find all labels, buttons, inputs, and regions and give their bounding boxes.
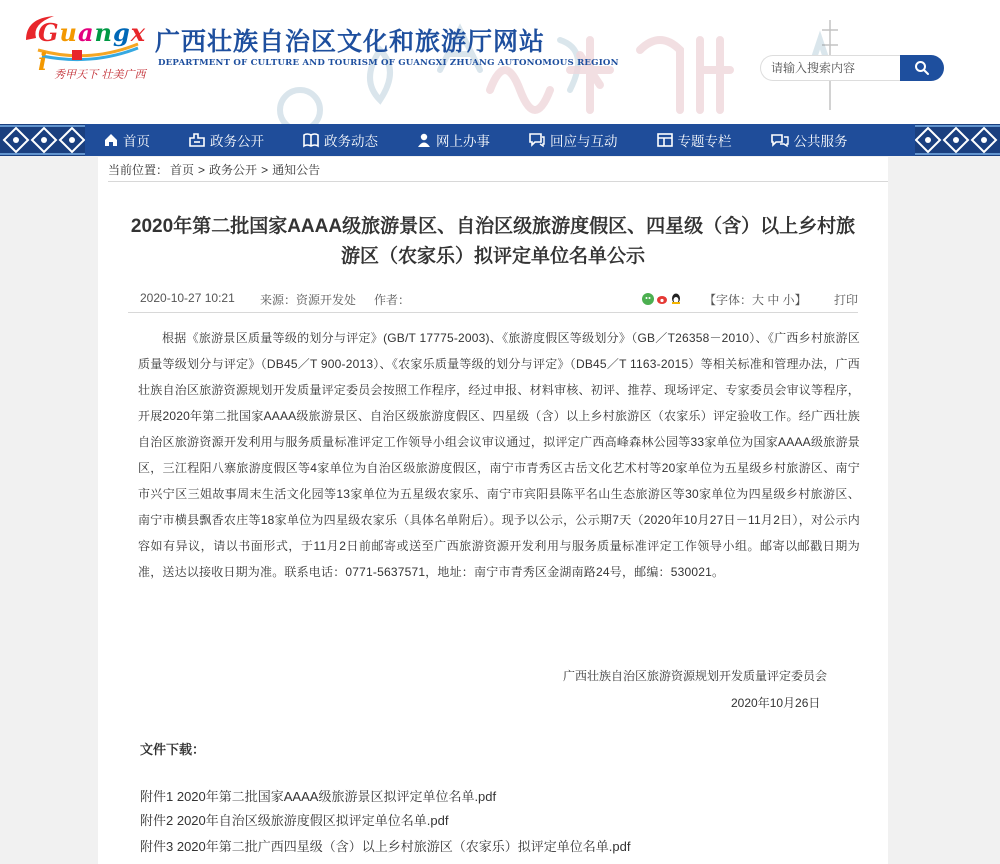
article-author: 作者：	[374, 293, 411, 307]
article-title: 2020年第二批国家AAAA级旅游景区、自治区级旅游度假区、四星级（含）以上乡村旅游区（农家乐）拟评定单位名单公示	[130, 216, 856, 267]
nav-item-home[interactable]	[103, 124, 150, 156]
book-icon	[302, 132, 320, 148]
divider	[128, 312, 858, 313]
nav-item-label: 专题专栏	[677, 134, 732, 149]
breadcrumb-gov-affairs-link[interactable]: 政务公开	[209, 163, 258, 177]
breadcrumb-home-link[interactable]: 首页	[170, 163, 195, 177]
divider	[108, 181, 888, 182]
downloads-heading: 文件下载：	[140, 742, 206, 757]
article-source: 来源：资源开发处	[260, 293, 357, 307]
article-card	[98, 157, 888, 864]
hand-icon	[188, 132, 206, 148]
nav-right-ornament	[915, 124, 1000, 156]
print-button[interactable]: 打印	[834, 293, 859, 307]
nav-item-online-services[interactable]	[416, 124, 490, 156]
service-icon	[770, 132, 790, 148]
column-icon	[656, 132, 674, 148]
site-logo[interactable]	[18, 10, 148, 81]
home-icon	[103, 132, 119, 148]
search-input[interactable]	[760, 55, 900, 81]
nav-item-interaction[interactable]	[528, 124, 618, 156]
signature-organization: 广西壮族自治区旅游资源规划开发质量评定委员会	[563, 669, 828, 683]
nav-item-label: 首页	[123, 134, 150, 149]
site-title: 广西壮族自治区文化和旅游厅网站	[155, 27, 546, 56]
logo-slogan: 秀甲天下 壮美广西	[54, 68, 146, 81]
search-box	[760, 55, 944, 81]
weibo-icon[interactable]	[656, 293, 668, 305]
breadcrumb-prefix: 当前位置：	[108, 163, 169, 177]
share-icons	[642, 293, 682, 305]
wechat-icon[interactable]	[642, 293, 654, 305]
signature-date: 2020年10月26日	[731, 696, 821, 710]
user-icon	[416, 132, 432, 148]
nav-item-public-services[interactable]	[770, 124, 848, 156]
nav-left-ornament	[0, 124, 85, 156]
nav-item-label: 网上办事	[436, 134, 490, 149]
breadcrumb-separator: >	[198, 163, 206, 177]
nav-item-special-topics[interactable]	[656, 124, 732, 156]
nav-item-gov-affairs[interactable]	[188, 124, 264, 156]
search-button[interactable]	[900, 55, 944, 81]
attachment-link-2[interactable]: 附件2 2020年自治区级旅游度假区拟评定单位名单.pdf	[140, 813, 449, 828]
breadcrumb	[108, 161, 322, 178]
nav-item-gov-news[interactable]	[302, 124, 378, 156]
breadcrumb-separator: >	[261, 163, 269, 177]
nav-item-label: 公共服务	[793, 134, 848, 149]
attachment-link-1[interactable]: 附件1 2020年第二批国家AAAA级旅游景区拟评定单位名单.pdf	[140, 789, 497, 804]
nav-bar	[85, 124, 915, 156]
nav-item-label: 政务公开	[210, 134, 264, 149]
chat-icon	[528, 132, 546, 148]
main-nav	[0, 124, 1000, 156]
font-size-controls[interactable]: 【字体：大 中 小】	[704, 293, 807, 307]
site-header	[0, 0, 1000, 124]
ethnic-pattern-icon	[915, 124, 1000, 156]
nav-item-label: 回应与互动	[550, 134, 618, 149]
logo-wordmark: Guangxi	[38, 18, 147, 76]
article-meta	[140, 291, 858, 309]
qq-icon[interactable]	[670, 293, 682, 305]
site-subtitle: DEPARTMENT OF CULTURE AND TOURISM OF GUANGXI ZHUANG AUTONOMOUS REGION	[158, 58, 619, 68]
search-icon	[914, 60, 930, 76]
publish-date: 2020-10-27 10:21	[140, 291, 235, 305]
breadcrumb-notices-link[interactable]: 通知公告	[272, 163, 321, 177]
nav-item-label: 政务动态	[324, 134, 378, 149]
article-body: 根据《旅游景区质量等级的划分与评定》(GB/T 17775-2003)、《旅游度假区等级划分》（GB／T26358－2010）、《广西乡村旅游区质量等级划分与评定》（DB45／T 900-2013）、《农家乐质量等级的划分与评定》（DB45／T 1163-2015）等相关标准和管理办法，广西壮族自治区旅游资源规划开发质量评定委员会按照工作程序，经过申报、材料审核、初评、推荐、现场评定、专家委员会审议等程序，开展2020年第二批国家AAAA级旅游景区、自治区级旅游度假区、四星级（含）以上乡村旅游区（农家乐）评定验收工作。经广西壮族自治区旅游资源开发利用与服务质量标准评定工作领导小组会议审议通过，拟评定广西高峰森林公园等33家单位为国家AAAA级旅游景区，三江程阳八寨旅游度假区等4家单位为自治区级旅游度假区，南宁市青秀区古岳文化艺术村等20家单位为五星级乡村旅游区、南宁市兴宁区三姐故事周末生活文化园等13家单位为五星级农家乐、南宁市宾阳县陈平名山生态旅游区等30家单位为四星级乡村旅游区、南宁市横县飘香农庄等18家单位为四星级农家乐（具体名单附后）。现予以公示，公示期7天（2020年10月27日－11月2日），对公示内容如有异议，请以书面形式，于11月2日前邮寄或送至广西旅游资源开发利用与服务质量标准评定工作领导小组。邮寄以邮戳日期为准，送达以接收日期为准。联系电话：0771-5637571，地址：南宁市青秀区金湖南路24号，邮编：530021。	[138, 331, 860, 579]
attachment-link-3[interactable]: 附件3 2020年第二批广西四星级（含）以上乡村旅游区（农家乐）拟评定单位名单.pdf	[140, 839, 631, 854]
ethnic-pattern-icon	[0, 124, 85, 156]
